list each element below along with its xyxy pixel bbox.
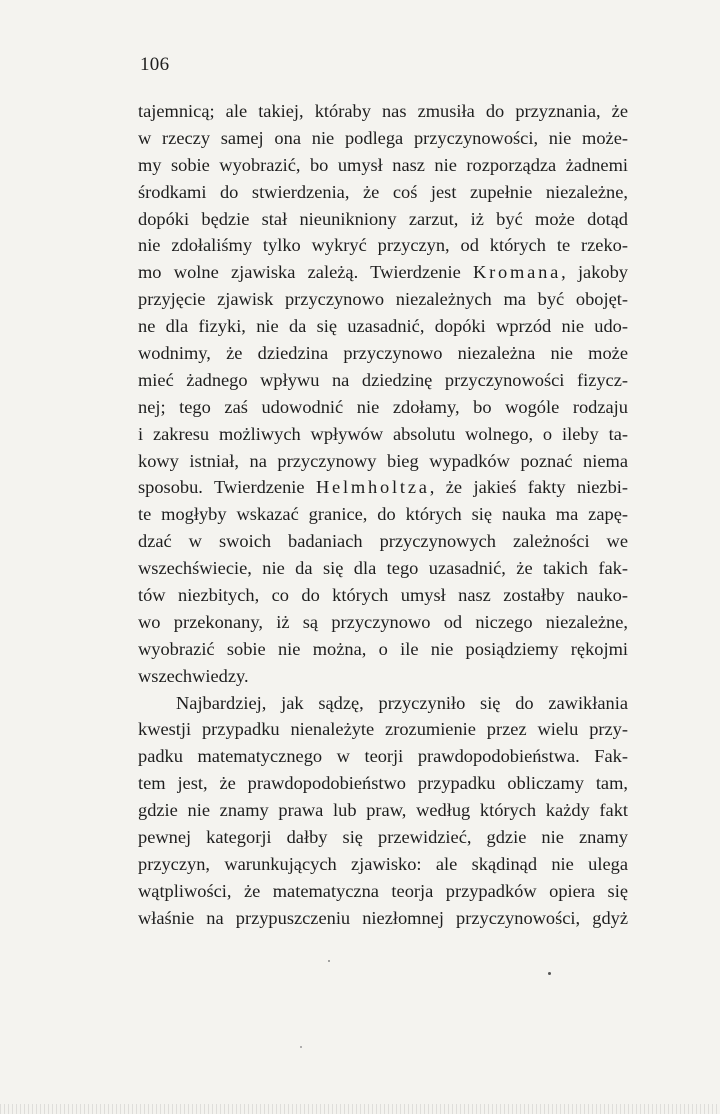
print-speck	[300, 1046, 302, 1048]
text-segment: sposobu. Twierdzenie	[138, 477, 316, 498]
text-line: kwestji przypadku nienależyte zrozumienie przez wielu przy-	[138, 719, 628, 740]
text-line: wątpliwości, że matematyczna teorja przypadków opiera się	[138, 880, 628, 901]
text-line: w rzeczy samej ona nie podlega przyczynowości, nie może-	[138, 127, 628, 148]
text-line: padku matematycznego w teorji prawdopodobieństwa. Fak-	[138, 746, 628, 767]
text-line: my sobie wyobrazić, bo umysł nasz nie rozporządza żadnemi	[138, 154, 628, 175]
text-line: tów niezbitych, co do których umysł nasz zostałby nauko-	[138, 585, 628, 606]
text-line: gdzie nie znamy prawa lub praw, według których każdy fakt	[138, 800, 628, 821]
scan-edge-noise	[0, 1104, 720, 1114]
text-line: wszechwiedzy.	[138, 665, 249, 686]
text-line: pewnej kategorji dałby się przewidzieć, gdzie nie znamy	[138, 827, 628, 848]
text-line: wszechświecie, nie da się dla tego uzasadnić, że takich fak-	[138, 558, 628, 579]
text-line: przyczyn, warunkujących zjawisko: ale skądinąd nie ulega	[138, 853, 628, 874]
text-line: nej; tego zaś udowodnić nie zdołamy, bo wogóle rodzaju	[138, 396, 628, 417]
text-line: środkami do stwierdzenia, że coś jest zupełnie niezależne,	[138, 181, 628, 202]
text-line: Najbardziej, jak sądzę, przyczyniło się do zawikłania	[176, 692, 628, 713]
text-line: wyobrazić sobie nie można, o ile nie posiądziemy rękojmi	[138, 638, 628, 659]
spaced-name: Kromana	[473, 262, 562, 283]
text-segment: , jakoby	[561, 262, 629, 283]
text-line: te mogłyby wskazać granice, do których się nauka ma zapę-	[138, 504, 628, 525]
text-segment: , że jakieś fakty niezbi-	[429, 477, 628, 498]
text-line: kowy istniał, na przyczynowy bieg wypadków poznać niema	[138, 450, 628, 471]
text-line	[138, 259, 628, 286]
spaced-name: Helmholtza	[315, 477, 430, 498]
print-speck	[328, 960, 330, 962]
text-line: wodnimy, że dziedzina przyczynowo niezależna nie może	[138, 343, 628, 364]
text-line: nie zdołaliśmy tylko wykryć przyczyn, od których te rzeko-	[138, 235, 628, 256]
text-line: ne dla fizyki, nie da się uzasadnić, dopóki wprzód nie udo-	[138, 316, 628, 337]
text-line: właśnie na przypuszczeniu niezłomnej przyczynowości, gdyż	[138, 907, 628, 928]
text-line: mieć żadnego wpływu na dziedzinę przyczynowości fizycz-	[138, 369, 628, 390]
body-text	[138, 98, 628, 932]
text-line: wo przekonany, iż są przyczynowo od niczego niezależne,	[138, 611, 628, 632]
print-speck	[548, 972, 551, 975]
text-line: przyjęcie zjawisk przyczynowo niezależnych ma być obojęt-	[138, 289, 628, 310]
text-segment: mo wolne zjawiska zależą. Twierdzenie	[138, 262, 474, 283]
text-line: dopóki będzie stał nieunikniony zarzut, iż być może dotąd	[138, 208, 628, 229]
text-line: tajemnicą; ale takiej, któraby nas zmusiła do przyznania, że	[138, 101, 628, 121]
text-line: dzać w swoich badaniach przyczynowych zależności we	[138, 531, 628, 552]
text-line	[138, 474, 628, 501]
text-line: tem jest, że prawdopodobieństwo przypadku obliczamy tam,	[138, 773, 628, 794]
page-number: 106	[140, 54, 170, 75]
text-line: i zakresu możliwych wpływów absolutu wolnego, o ileby ta-	[138, 423, 628, 444]
